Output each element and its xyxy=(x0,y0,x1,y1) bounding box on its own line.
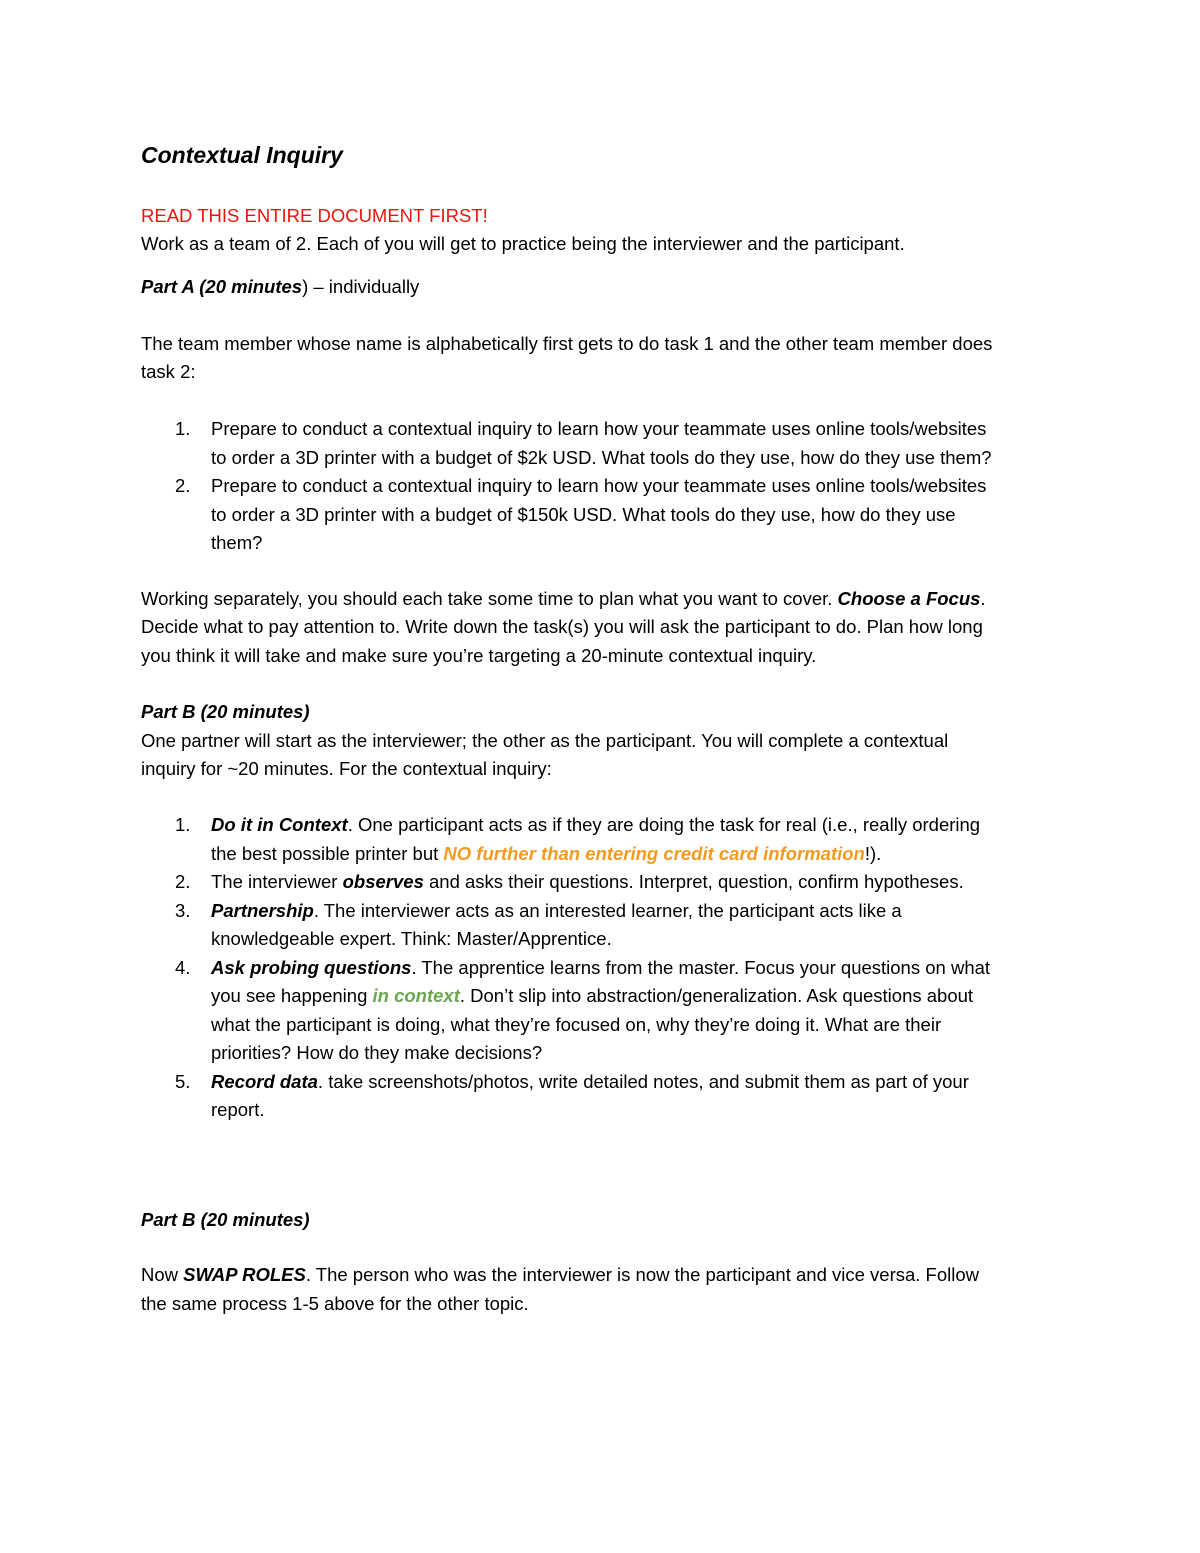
list-item-number: 3. xyxy=(175,899,191,921)
part-a-para-line: The team member whose name is alphabetically first gets to do task 1 and the other team member does xyxy=(141,333,993,354)
list-item xyxy=(141,472,1056,558)
list-item-text: . One participant acts as if they are doing the task for real (i.e., really ordering xyxy=(347,814,981,835)
list-item-text: you see happening xyxy=(211,985,373,1006)
list-item xyxy=(141,897,1056,954)
part-a-heading xyxy=(141,273,419,301)
list-item-emphasis: Ask probing questions xyxy=(211,956,412,978)
list-item-number: 4. xyxy=(175,956,191,978)
plan-text: Working separately, you should each take some time to plan what you want to cover. xyxy=(141,588,838,609)
list-item-line xyxy=(211,982,1056,1011)
part-a-heading-suffix: – individually xyxy=(308,276,420,297)
list-item-emphasis: observes xyxy=(342,871,424,892)
list-item-text: . The interviewer acts as an interested learner, the participant acts like a xyxy=(313,899,902,921)
list-item-line: report. xyxy=(211,1099,265,1120)
swap-text: Now xyxy=(141,1264,184,1285)
list-item-line: Prepare to conduct a contextual inquiry to learn how your teammate uses online tools/websites xyxy=(211,418,987,439)
list-item-line: Prepare to conduct a contextual inquiry to learn how your teammate uses online tools/websites xyxy=(211,475,987,496)
list-item-text: The interviewer xyxy=(211,871,343,892)
list-item-emphasis: Record data xyxy=(211,1070,318,1092)
list-item-line: priorities? How do they make decisions? xyxy=(211,1042,543,1063)
list-item xyxy=(141,868,1056,897)
list-item-number: 2. xyxy=(175,871,191,892)
swap-text: . The person who was the interviewer is now the participant and vice versa. Follow xyxy=(305,1264,980,1285)
swap-roles-emphasis: SWAP ROLES xyxy=(183,1264,306,1285)
plan-line xyxy=(141,585,986,613)
swap-line: the same process 1-5 above for the other topic. xyxy=(141,1293,529,1314)
part-b-heading: Part B (20 minutes) xyxy=(141,701,310,722)
list-item xyxy=(141,811,1056,868)
list-item-line: them? xyxy=(211,532,263,553)
list-item-text: !). xyxy=(864,842,882,864)
list-item-line xyxy=(211,868,1056,897)
part-b-line: inquiry for ~20 minutes. For the contextual inquiry: xyxy=(141,758,552,779)
list-item-emphasis: Partnership xyxy=(211,899,314,921)
list-item-text: . The apprentice learns from the master. Focus your questions on what xyxy=(411,956,991,978)
list-item-line: to order a 3D printer with a budget of $2k USD. What tools do they use, how do they use them? xyxy=(211,446,992,468)
list-item-number: 1. xyxy=(175,418,191,439)
page-title: Contextual Inquiry xyxy=(141,142,343,168)
list-item-line xyxy=(211,897,1056,926)
choose-focus-emphasis: Choose a Focus xyxy=(837,588,981,609)
plan-period: . xyxy=(980,588,986,609)
list-item-emphasis: Do it in Context xyxy=(211,814,348,835)
list-item-text: the best possible printer but xyxy=(211,842,444,864)
part-a-heading-label: Part A (20 minutes xyxy=(141,276,303,297)
list-item-text: . Don’t slip into abstraction/generalization. Ask questions about xyxy=(459,985,974,1006)
part-a-para-line: task 2: xyxy=(141,361,196,382)
swap-line xyxy=(141,1261,979,1289)
part-b-line: One partner will start as the interviewer; the other as the participant. You will complete a contextual xyxy=(141,730,949,751)
list-item-line xyxy=(211,954,1056,983)
list-item xyxy=(141,1068,1056,1125)
in-context-emphasis: in context xyxy=(372,985,460,1006)
plan-line: you think it will take and make sure you’re targeting a 20-minute contextual inquiry. xyxy=(141,645,817,666)
list-item-number: 2. xyxy=(175,475,191,496)
warning-text: READ THIS ENTIRE DOCUMENT FIRST! xyxy=(141,205,488,226)
list-item-line: what the participant is doing, what they’re focused on, why they’re doing it. What are their xyxy=(211,1013,942,1035)
part-a-task-list xyxy=(141,415,1056,558)
part-a-heading-paren: ) xyxy=(302,276,309,297)
list-item-text: . take screenshots/photos, write detailed notes, and submit them as part of your xyxy=(317,1070,969,1092)
list-item-number: 1. xyxy=(175,814,191,835)
list-item-line xyxy=(211,811,1056,840)
list-item xyxy=(141,954,1056,1068)
list-item-line xyxy=(211,1068,1056,1097)
list-item-line xyxy=(211,840,1056,869)
list-item-number: 5. xyxy=(175,1070,191,1092)
plan-line: Decide what to pay attention to. Write down the task(s) you will ask the participant to do. Plan how long xyxy=(141,616,983,637)
list-item xyxy=(141,415,1056,472)
list-item-line: to order a 3D printer with a budget of $150k USD. What tools do they use, how do they use xyxy=(211,503,956,525)
part-b2-heading: Part B (20 minutes) xyxy=(141,1209,310,1230)
list-item-text: and asks their questions. Interpret, question, confirm hypotheses. xyxy=(423,871,964,892)
intro-text: Work as a team of 2. Each of you will get to practice being the interviewer and the participant. xyxy=(141,233,905,254)
list-item-line: knowledgeable expert. Think: Master/Apprentice. xyxy=(211,928,612,949)
credit-card-warning: NO further than entering credit card information xyxy=(443,842,865,864)
part-b-step-list xyxy=(141,811,1056,1125)
